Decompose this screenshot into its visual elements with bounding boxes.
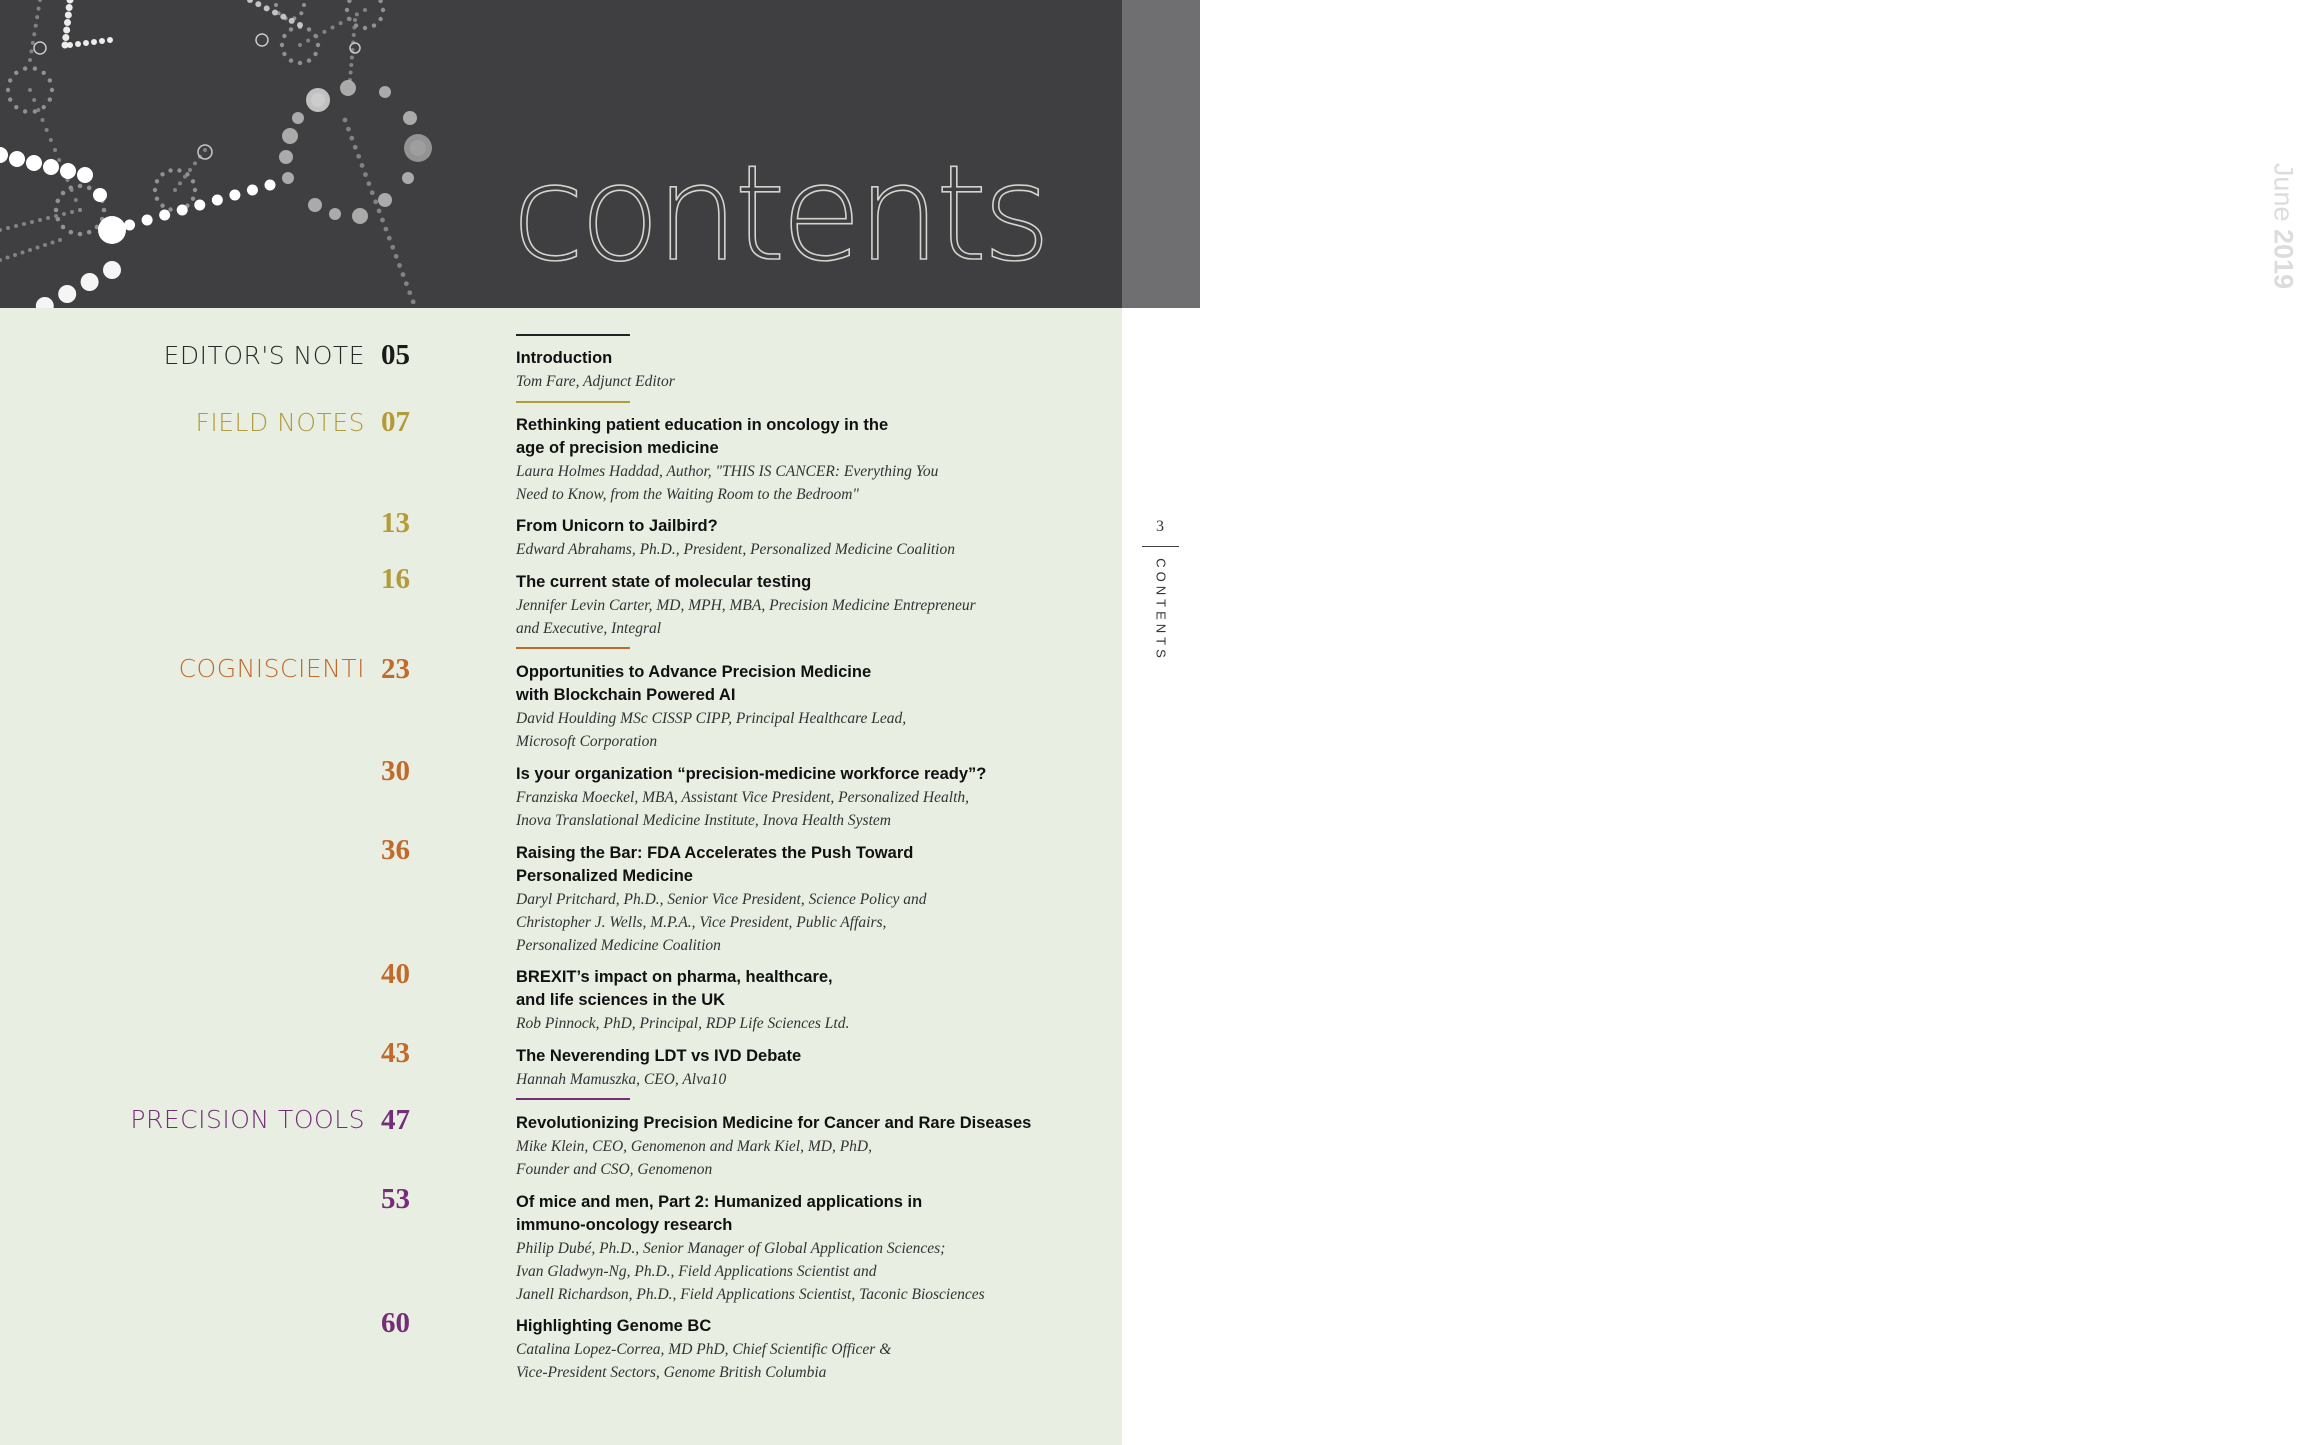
article-page-number[interactable]: 53 [381, 1183, 410, 1215]
article-title[interactable]: Raising the Bar: FDA Accelerates the Push Toward [516, 844, 914, 862]
issue-date-band [1122, 0, 2299, 308]
contents-panel [0, 308, 1122, 1445]
article-authors: and Executive, Integral [516, 620, 662, 637]
article-authors: Christopher J. Wells, M.P.A., Vice President, Public Affairs, [516, 914, 887, 931]
article-title[interactable]: Rethinking patient education in oncology in the [516, 416, 889, 434]
article-title[interactable]: BREXIT’s impact on pharma, healthcare, [516, 968, 833, 986]
article-authors: Janell Richardson, Ph.D., Field Applications Scientist, Taconic Biosciences [516, 1286, 985, 1303]
article-authors: Vice-President Sectors, Genome British Columbia [516, 1364, 827, 1381]
issue-date [2268, 163, 2299, 289]
section-rule-precision-tools [516, 1098, 630, 1100]
article-title[interactable]: The current state of molecular testing [516, 573, 812, 591]
article-page-number[interactable]: 47 [381, 1104, 410, 1136]
article-page-number[interactable]: 05 [381, 339, 410, 371]
article-authors: Edward Abrahams, Ph.D., President, Personalized Medicine Coalition [516, 541, 955, 558]
article-title[interactable]: Introduction [516, 349, 613, 367]
article-page-number[interactable]: 43 [381, 1037, 410, 1069]
article-authors: Inova Translational Medicine Institute, Inova Health System [516, 812, 891, 829]
page-number-rule [1142, 546, 1179, 547]
article-authors: Rob Pinnock, PhD, Principal, RDP Life Sciences Ltd. [516, 1015, 850, 1032]
article-authors: Daryl Pritchard, Ph.D., Senior Vice President, Science Policy and [516, 891, 927, 908]
article-authors: Jennifer Levin Carter, MD, MPH, MBA, Precision Medicine Entrepreneur [516, 597, 976, 614]
article-page-number[interactable]: 13 [381, 507, 410, 539]
article-authors: Founder and CSO, Genomenon [516, 1161, 713, 1178]
article-authors: Mike Klein, CEO, Genomenon and Mark Kiel, MD, PhD, [516, 1138, 873, 1155]
section-precision-tools[interactable]: PRECISION TOOLS [130, 1105, 365, 1134]
article-page-number[interactable]: 40 [381, 958, 410, 990]
header-banner [0, 0, 1122, 308]
section-cogniscienti[interactable]: COGNISCIENTI [178, 654, 365, 683]
article-authors: Ivan Gladwyn-Ng, Ph.D., Field Applications Scientist and [516, 1263, 877, 1280]
article-page-number[interactable]: 23 [381, 653, 410, 685]
article-title[interactable]: and life sciences in the UK [516, 991, 726, 1009]
article-title[interactable]: Opportunities to Advance Precision Medicine [516, 663, 872, 681]
article-page-number[interactable]: 16 [381, 563, 410, 595]
article-authors: Personalized Medicine Coalition [516, 937, 721, 954]
article-authors: Philip Dubé, Ph.D., Senior Manager of Global Application Sciences; [516, 1240, 946, 1257]
article-authors: Need to Know, from the Waiting Room to the Bedroom" [516, 486, 859, 503]
article-authors: Microsoft Corporation [516, 733, 658, 750]
article-authors: Catalina Lopez-Correa, MD PhD, Chief Scientific Officer & [516, 1341, 892, 1358]
article-authors: Hannah Mamuszka, CEO, Alva10 [516, 1071, 727, 1088]
article-title[interactable]: with Blockchain Powered AI [516, 686, 736, 704]
article-title[interactable]: immuno-oncology research [516, 1216, 733, 1234]
section-rule-field-notes [516, 401, 630, 403]
section-rule-cogniscienti [516, 647, 630, 649]
article-page-number[interactable]: 30 [381, 755, 410, 787]
article-authors: Tom Fare, Adjunct Editor [516, 373, 675, 390]
section-rule-editors-note [516, 334, 630, 336]
article-title[interactable]: Of mice and men, Part 2: Humanized applications in [516, 1193, 923, 1211]
issue-year: 2019 [2268, 229, 2299, 290]
article-page-number[interactable]: 07 [381, 406, 410, 438]
issue-month: June [2268, 162, 2299, 222]
section-editors-note[interactable]: EDITOR'S NOTE [163, 341, 365, 370]
article-title[interactable]: age of precision medicine [516, 439, 719, 457]
article-title[interactable]: Highlighting Genome BC [516, 1317, 712, 1335]
page-title: contents [512, 137, 1047, 291]
article-title[interactable]: Revolutionizing Precision Medicine for Cancer and Rare Diseases [516, 1114, 1032, 1132]
article-authors: Franziska Moeckel, MBA, Assistant Vice President, Personalized Health, [516, 789, 969, 806]
section-tab-label: CONTENTS [1153, 558, 1169, 662]
article-title[interactable]: Personalized Medicine [516, 867, 693, 885]
article-title[interactable]: The Neverending LDT vs IVD Debate [516, 1047, 802, 1065]
article-authors: David Houlding MSc CISSP CIPP, Principal Healthcare Lead, [516, 710, 907, 727]
article-authors: Laura Holmes Haddad, Author, "THIS IS CANCER: Everything You [516, 463, 939, 480]
article-page-number[interactable]: 36 [381, 834, 410, 866]
article-title[interactable]: Is your organization “precision-medicine workforce ready”? [516, 765, 987, 783]
molecule-network-graphic [0, 0, 480, 340]
section-field-notes[interactable]: FIELD NOTES [195, 408, 365, 437]
article-page-number[interactable]: 60 [381, 1307, 410, 1339]
article-title[interactable]: From Unicorn to Jailbird? [516, 517, 718, 535]
page-number: 3 [1156, 518, 1164, 535]
